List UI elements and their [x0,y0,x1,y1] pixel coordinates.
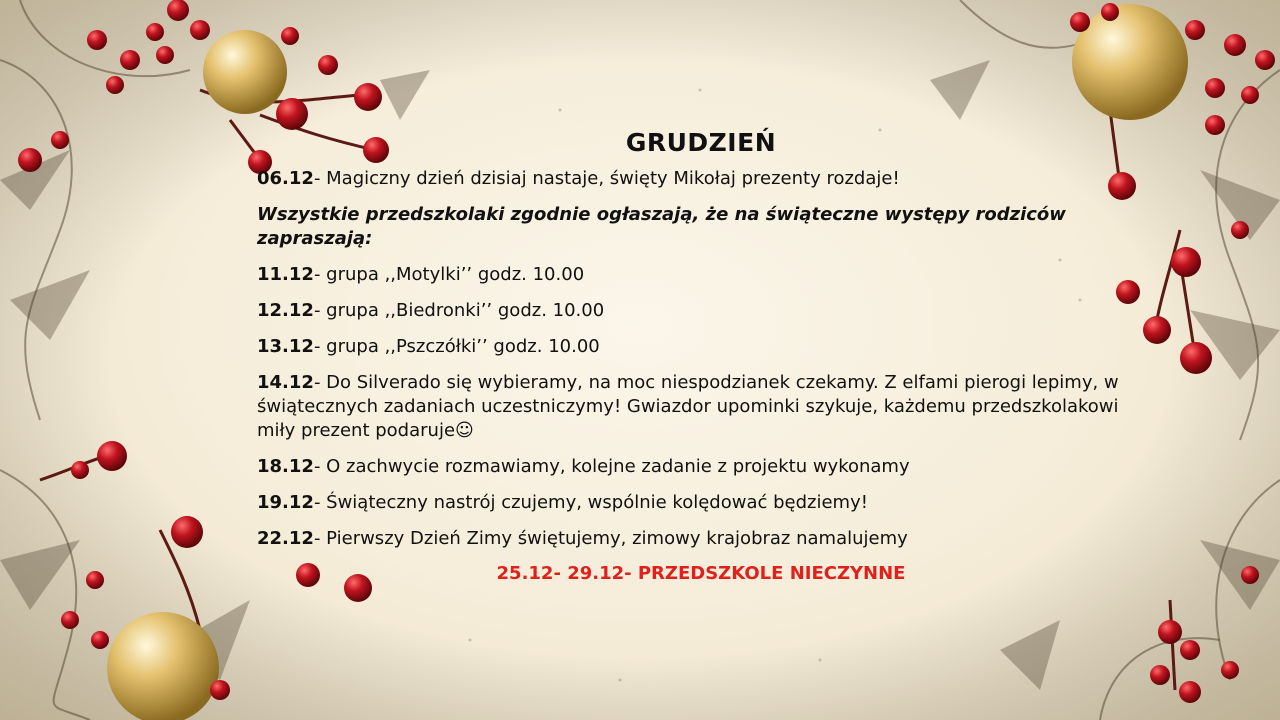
invitation-text: Wszystkie przedszkolaki zgodnie ogłaszają, że na świąteczne występy rodziców zapraszają: [257,204,1066,249]
entry-2212 [257,527,1137,551]
entry-date: 19.12 [257,492,314,513]
entry-text: - O zachwycie rozmawiamy, kolejne zadanie z projektu wykonamy [313,456,910,477]
entry-1912 [257,491,1137,515]
closed-notice: 25.12- 29.12- PRZEDSZKOLE NIECZYNNE [496,563,906,584]
entry-text: - grupa ,,Motylki’’ godz. 10.00 [313,264,585,285]
entry-1112 [257,263,1137,287]
entry-date: 18.12 [257,456,314,477]
entry-1212 [257,299,1137,323]
entry-0612 [257,167,1137,191]
entry-1812 [257,455,1137,479]
entry-date: 13.12 [257,336,314,357]
event-list [257,128,1137,584]
entry-text: - Magiczny dzień dzisiaj nastaje, święty Mikołaj prezenty rozdaje! [313,168,900,189]
entry-text: - grupa ,,Pszczółki’’ godz. 10.00 [313,336,600,357]
entry-date: 06.12 [257,168,314,189]
entry-date: 11.12 [257,264,314,285]
entry-date: 12.12 [257,300,314,321]
entry-1412 [257,371,1137,443]
entry-date: 22.12 [257,528,314,549]
entry-1312 [257,335,1137,359]
entry-text: - Do Silverado się wybieramy, na moc niespodzianek czekamy. Z elfami pierogi lepimy, w świątecznych zadaniach uczestniczymy! Gwiazdor upominki szykuje, każdemu przedszkolakowi miły prezent podaruje☺ [257,372,1119,441]
entry-text: - Pierwszy Dzień Zimy świętujemy, zimowy krajobraz namalujemy [313,528,908,549]
entry-text: - grupa ,,Biedronki’’ godz. 10.00 [313,300,605,321]
entry-date: 14.12 [257,372,314,393]
page-title: GRUDZIEŃ [625,128,777,157]
entry-text: - Świąteczny nastrój czujemy, wspólnie kolędować będziemy! [313,492,868,513]
